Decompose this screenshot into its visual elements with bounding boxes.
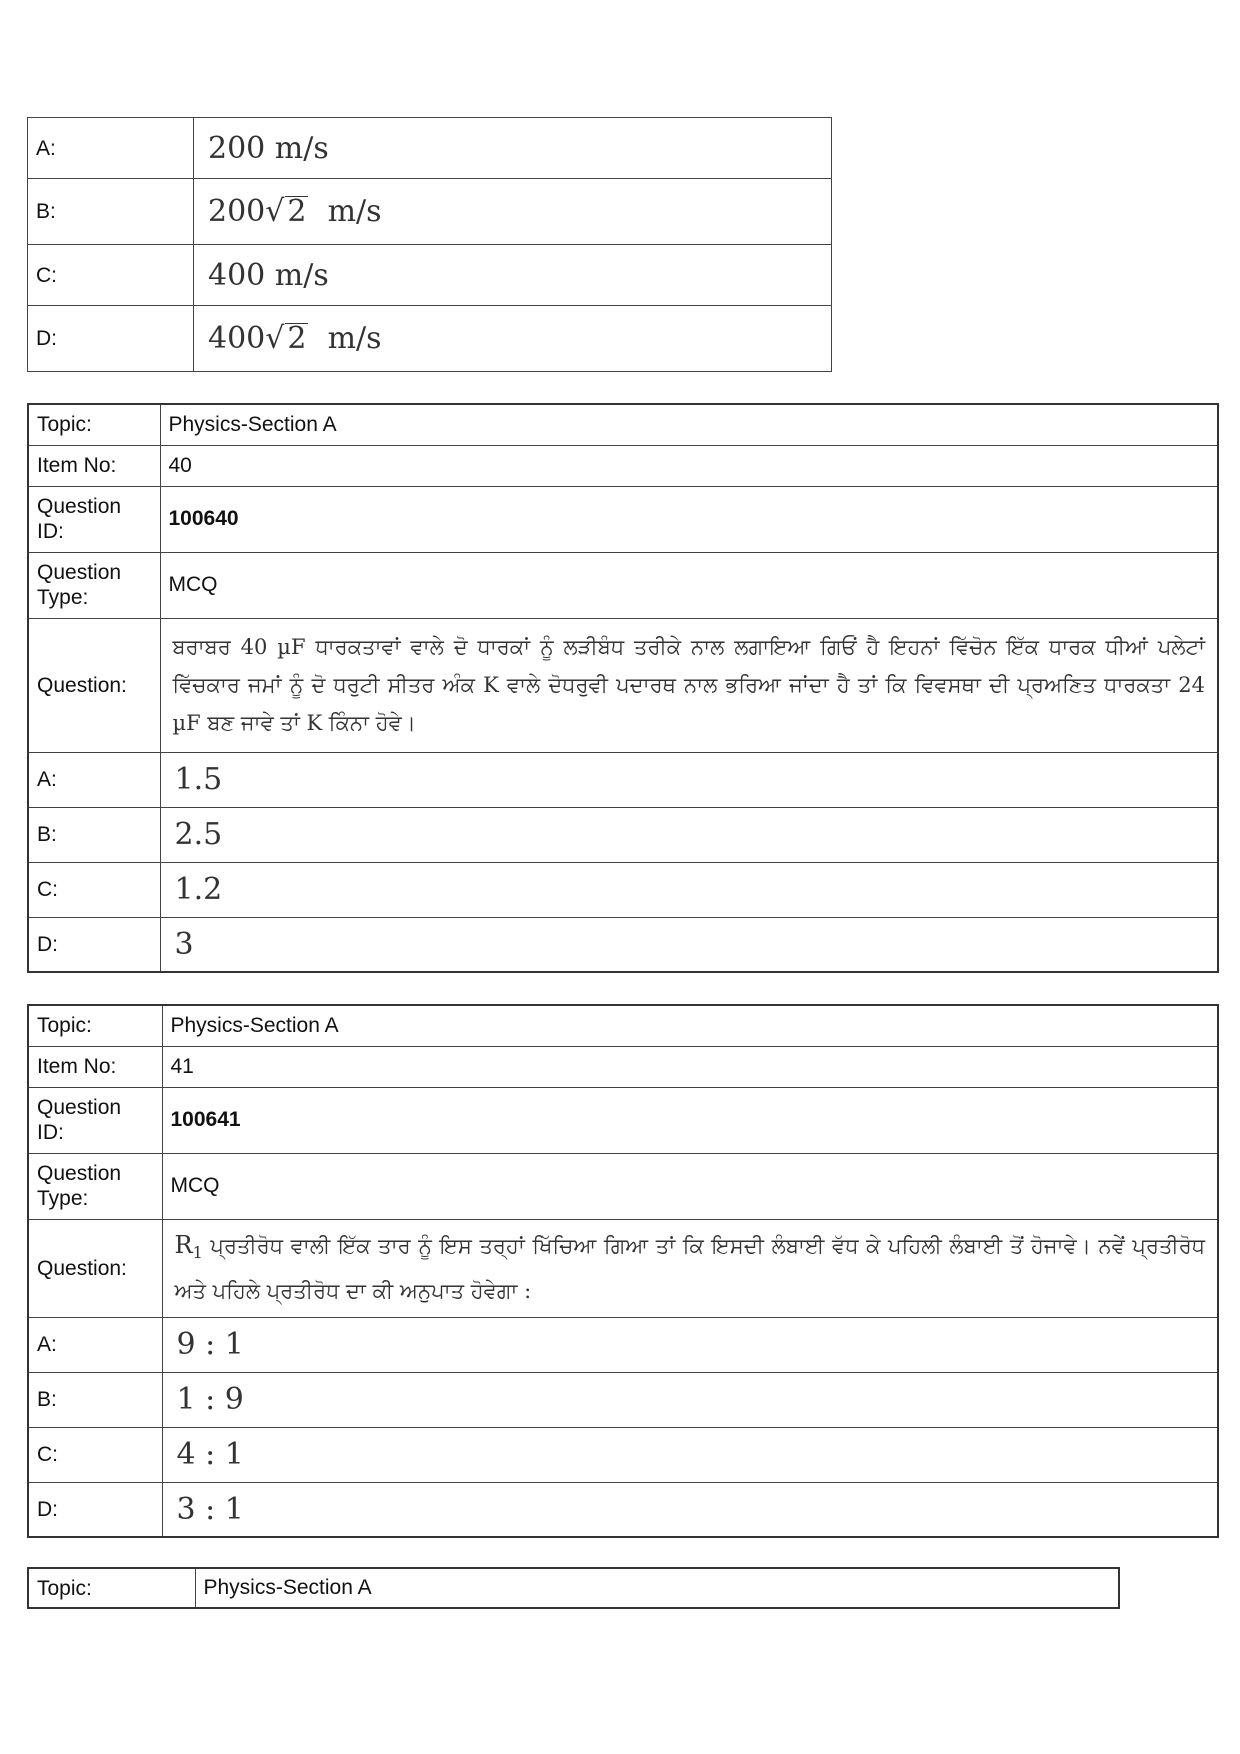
sqrt-symbol: √ 2 [265, 194, 307, 229]
option-row-b [28, 1372, 1218, 1427]
option-a-label: A: [28, 1317, 162, 1372]
question-row [28, 618, 1218, 752]
question-label: Question: [28, 618, 160, 752]
topic-value: Physics-Section A [195, 1568, 1119, 1608]
option-d-value: 3 : 1 [162, 1482, 1218, 1537]
option-a-label: A: [28, 118, 194, 179]
sqrt-symbol: √ 2 [265, 321, 307, 356]
option-row-c [28, 862, 1218, 917]
question-type-label: Question Type: [28, 1153, 162, 1219]
question-row [28, 1219, 1218, 1317]
option-c-value: 4 : 1 [162, 1427, 1218, 1482]
option-b-unit: m/s [327, 194, 382, 229]
option-b-coefficient: 200 [208, 194, 266, 229]
item-no-label: Item No: [28, 445, 160, 486]
option-d-unit: m/s [327, 321, 382, 356]
option-b-value: 2.5 [160, 807, 1218, 862]
question-text [162, 1219, 1218, 1317]
question-id-label: Question ID: [28, 486, 160, 552]
option-row-c [28, 245, 832, 306]
option-row-a [28, 1317, 1218, 1372]
topic-value: Physics-Section A [162, 1005, 1218, 1046]
option-d-label: D: [28, 1482, 162, 1537]
question-label: Question: [28, 1219, 162, 1317]
question-type-value: MCQ [162, 1153, 1218, 1219]
resistance-subscript: 1 [192, 1243, 203, 1263]
option-d-value: 3 [160, 917, 1218, 972]
item-no-label: Item No: [28, 1046, 162, 1087]
question-id-row [28, 486, 1218, 552]
question-type-row [28, 552, 1218, 618]
topic-label: Topic: [28, 1005, 162, 1046]
question-type-value: MCQ [160, 552, 1218, 618]
option-row-b [28, 807, 1218, 862]
option-row-d [28, 306, 832, 372]
question-40-table [27, 403, 1219, 973]
option-c-value: 400 m/s [194, 245, 832, 306]
option-b-value [194, 179, 832, 245]
question-42-table [27, 1567, 1120, 1609]
question-text: ਬਰਾਬਰ 40 µF ਧਾਰਕਤਾਵਾਂ ਵਾਲੇ ਦੋ ਧਾਰਕਾਂ ਨੂੰ ਲੜੀਬੰਧ ਤਰੀਕੇ ਨਾਲ ਲਗਾਇਆ ਗਿਓਂ ਹੈ ਇਹਨਾਂ ਵਿੱਚੋਨ ਇੱਕ ਧਾਰਕ ਧੀਆਂ ਪਲੇਟਾਂ ਵਿੱਚਕਾਰ ਜਮਾਂ ਨੂੰ ਦੋ ਧਰੁਟੀ ਸੀਤਰ ਅੰਕ K ਵਾਲੇ ਦੋਧਰੁਵੀ ਪਦਾਰਥ ਨਾਲ ਭਰਿਆ ਜਾਂਦਾ ਹੈ ਤਾਂ ਕਿ ਵਿਵਸਥਾ ਦੀ ਪ੍ਰਅਣਿਤ ਧਾਰਕਤਾ 24 µF ਬਣ ਜਾਵੇ ਤਾਂ K ਕਿੰਨਾ ਹੋਵੇ। [160, 618, 1218, 752]
question-id-label: Question ID: [28, 1087, 162, 1153]
option-row-b [28, 179, 832, 245]
option-b-label: B: [28, 179, 194, 245]
option-d-coefficient: 400 [208, 321, 266, 356]
question-id-value: 100641 [162, 1087, 1218, 1153]
topic-row [28, 404, 1218, 445]
option-c-value: 1.2 [160, 862, 1218, 917]
topic-row [28, 1568, 1119, 1608]
topic-label: Topic: [28, 1568, 195, 1608]
question-type-label: Question Type: [28, 552, 160, 618]
option-c-label: C: [28, 245, 194, 306]
question-id-row [28, 1087, 1218, 1153]
question-41-table [27, 1004, 1219, 1538]
option-row-c [28, 1427, 1218, 1482]
option-b-value: 1 : 9 [162, 1372, 1218, 1427]
question-body: ਪ੍ਰਤੀਰੋਧ ਵਾਲੀ ਇੱਕ ਤਾਰ ਨੂੰ ਇਸ ਤਰ੍ਹਾਂ ਖਿੱਚਿਆ ਗਿਆ ਤਾਂ ਕਿ ਇਸਦੀ ਲੰਬਾਈ ਵੱਧ ਕੇ ਪਹਿਲੀ ਲੰਬਾਈ ਤੋਂ ਹੋਜਾਵੇ। ਨਵੇਂ ਪ੍ਰਤੀਰੋਧ ਅਤੇ ਪਹਿਲੇ ਪ੍ਰਤੀਰੋਧ ਦਾ ਕੀ ਅਨੁਪਾਤ ਹੋਵੇਗਾ : [174, 1233, 1205, 1304]
option-d-label: D: [28, 917, 160, 972]
topic-row [28, 1005, 1218, 1046]
item-no-value: 40 [160, 445, 1218, 486]
question-id-value: 100640 [160, 486, 1218, 552]
option-d-radicand: 2 [287, 321, 307, 356]
previous-options-table [27, 117, 832, 372]
option-b-label: B: [28, 1372, 162, 1427]
option-d-value [194, 306, 832, 372]
option-row-d [28, 917, 1218, 972]
item-no-row [28, 445, 1218, 486]
option-b-radicand: 2 [287, 194, 307, 229]
option-row-a [28, 118, 832, 179]
option-a-label: A: [28, 752, 160, 807]
item-no-row [28, 1046, 1218, 1087]
item-no-value: 41 [162, 1046, 1218, 1087]
resistance-symbol: R [174, 1230, 193, 1259]
option-row-d [28, 1482, 1218, 1537]
topic-label: Topic: [28, 404, 160, 445]
topic-value: Physics-Section A [160, 404, 1218, 445]
option-a-value: 9 : 1 [162, 1317, 1218, 1372]
option-c-label: C: [28, 862, 160, 917]
option-b-label: B: [28, 807, 160, 862]
question-type-row [28, 1153, 1218, 1219]
option-row-a [28, 752, 1218, 807]
option-d-label: D: [28, 306, 194, 372]
option-a-value: 1.5 [160, 752, 1218, 807]
option-a-value: 200 m/s [194, 118, 832, 179]
option-c-label: C: [28, 1427, 162, 1482]
